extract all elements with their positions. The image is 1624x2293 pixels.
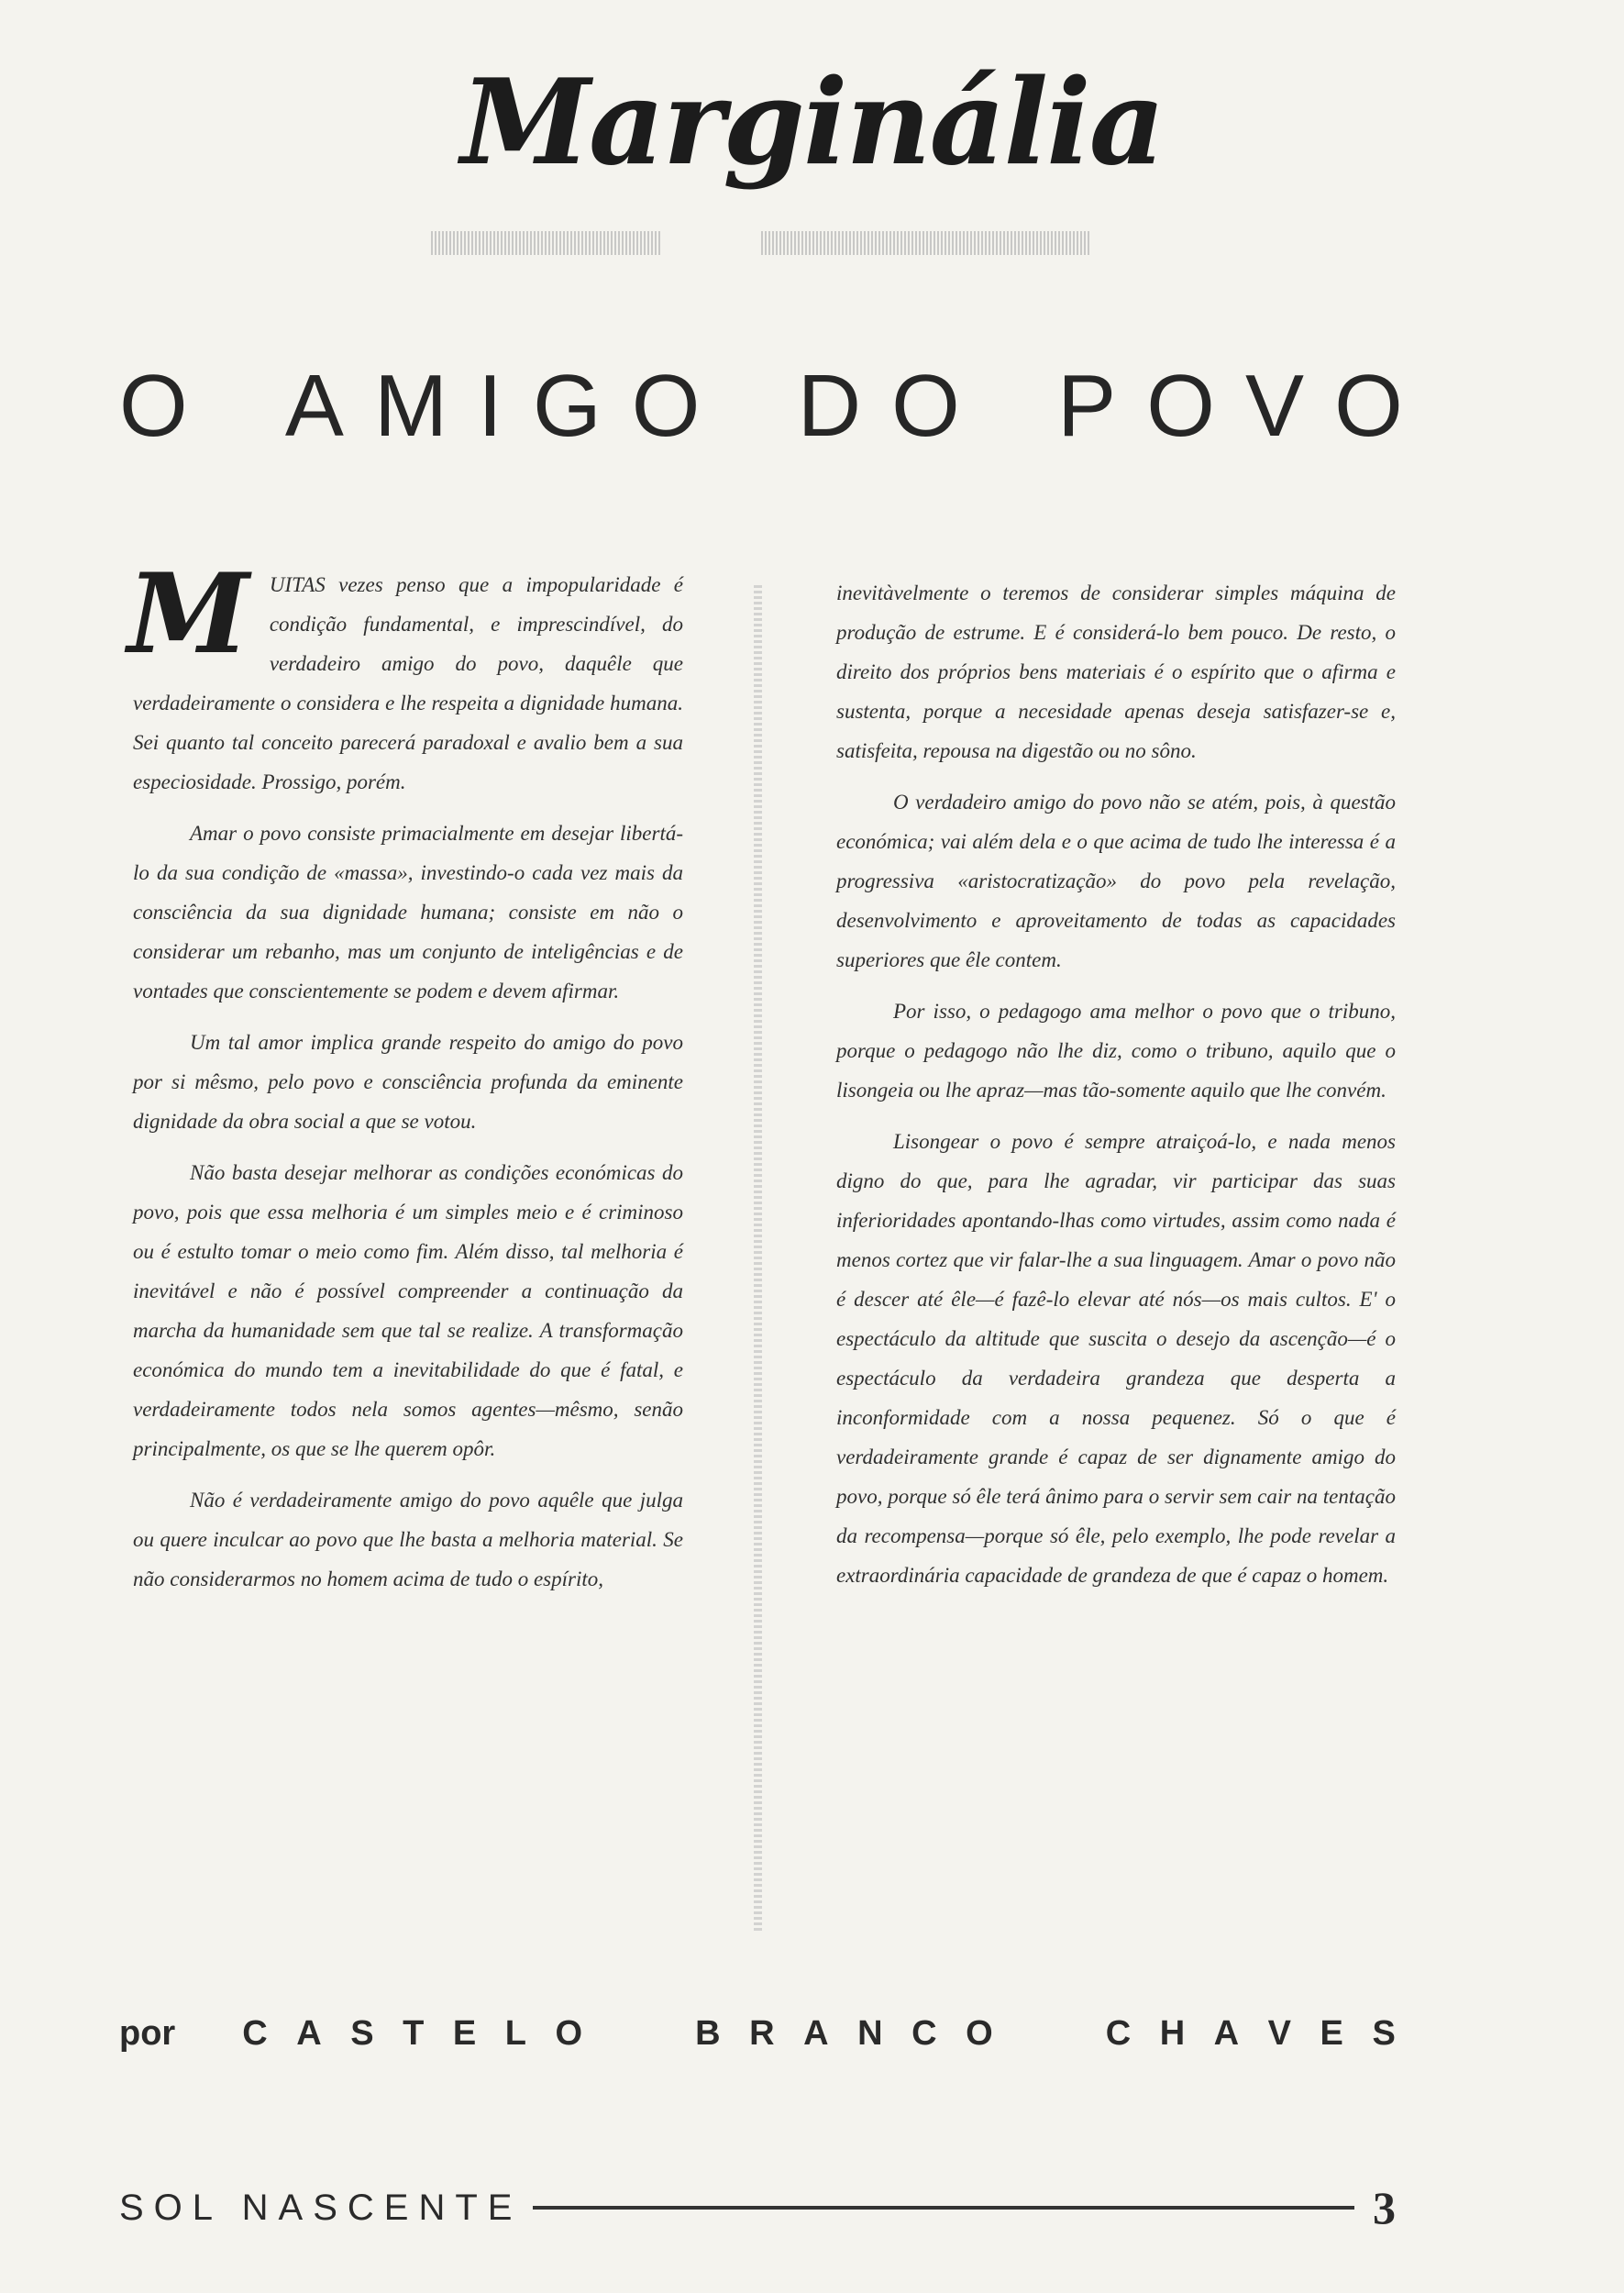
byline-letter: C [242, 2014, 268, 2053]
byline-letter: T [403, 2014, 425, 2053]
byline-letter: C [1105, 2014, 1132, 2053]
article-column-right [836, 573, 1396, 1607]
title-underline-right [761, 231, 1091, 255]
headline-letter: P [1057, 357, 1117, 455]
article-headline [119, 357, 1403, 455]
headline-letter: G [532, 357, 602, 455]
byline-letter: S [350, 2014, 374, 2053]
article-paragraph: Por isso, o pedagogo ama melhor o povo que o tribuno, porque o pedagogo não lhe diz, como o tribuno, aquilo que o lisongeia ou lhe apraz—mas tão-somente aquilo que lhe convém. [836, 1000, 1396, 1102]
article-paragraph: O verdadeiro amigo do povo não se atém, pois, à questão económica; vai além dela e o que acima de tudo lhe interessa é a progressiva «aristocratização» do povo pela revelação, desenvolvimento e aproveitamento de todas as capacidades superiores que êle contem. [836, 791, 1396, 971]
article-paragraph: Um tal amor implica grande respeito do amigo do povo por si mêsmo, pelo povo e consciência profunda da eminente dignidade da obra social a que se votou. [133, 1031, 683, 1133]
page-number: 3 [1373, 2182, 1396, 2233]
byline-letter: O [966, 2014, 993, 2053]
byline-letter: H [1159, 2014, 1186, 2053]
byline-letter: A [296, 2014, 322, 2053]
article-paragraph: Não basta desejar melhorar as condições económicas do povo, pois que essa melhoria é um simples meio e é criminoso ou é estulto tomar o meio como fim. Além disso, tal melhoria é inevitável e não é possível compreender a continuação da marcha da humanidade sem que tal se realize. A transformação económica do mundo tem a inevitabilidade do que é fatal, e verdadeiramente todos nela somos agentes—mêsmo, senão principalmente, os que se lhe querem opôr. [133, 1161, 683, 1460]
headline-letter: A [284, 357, 344, 455]
drop-cap: M [127, 549, 249, 679]
column-divider [754, 585, 762, 1933]
headline-letter: O [119, 357, 188, 455]
page-footer [119, 2181, 1396, 2234]
byline-letter: N [857, 2014, 883, 2053]
article-paragraph: inevitàvelmente o teremos de considerar simples máquina de produção de estrume. E é considerá-lo bem pouco. De resto, o direito dos próprios bens materiais é o espírito que o afirma e sustenta, porque a necesidade apenas deseja satisfazer-se e, satisfeita, repousa na digestão ou no sôno. [836, 582, 1396, 762]
byline-letter: E [1320, 2014, 1343, 2053]
headline-letter: D [797, 357, 862, 455]
headline-letter: O [631, 357, 701, 455]
byline-letter: O [555, 2014, 583, 2053]
byline-letter: C [911, 2014, 937, 2053]
section-title: Marginália [460, 54, 1164, 192]
paragraph-text: UITAS vezes penso que a impopularidade é condição fundamental, e imprescindível, do verdadeiro amigo do povo, daquêle que verdadeiramente o considera e lhe respeita a dignidade humana. Sei quanto tal conceito parecerá paradoxal e avalio bem a sua especiosidade. Prossigo, porém. [133, 573, 683, 793]
article-paragraph [127, 549, 683, 802]
headline-letter: O [1146, 357, 1215, 455]
article-paragraph: Amar o povo consiste primacialmente em desejar libertá-lo da sua condição de «massa», investindo-o cada vez mais da consciência da sua dignidade humana; consiste em não o considerar um rebanho, mas um conjunto de inteligências e de vontades que conscientemente se podem e devem afirmar. [133, 822, 683, 1002]
masthead [0, 54, 1624, 192]
headline-letter: O [891, 357, 960, 455]
article-paragraph: Não é verdadeiramente amigo do povo aquêle que julga ou quere inculcar ao povo que lhe basta a melhoria material. Se não considerarmos no homem acima de tudo o espírito, [133, 1489, 683, 1590]
byline-letter: B [695, 2014, 721, 2053]
article-column-left [127, 549, 683, 1611]
headline-letter: M [374, 357, 448, 455]
headline-letter: V [1245, 357, 1305, 455]
publication-name: SOL NASCENTE [119, 2187, 523, 2228]
headline-letter: I [478, 357, 503, 455]
author-byline [119, 2016, 1396, 2051]
byline-letter: A [803, 2014, 829, 2053]
byline-letter: R [749, 2014, 775, 2053]
byline-letter: L [504, 2014, 526, 2053]
headline-letter: O [1334, 357, 1403, 455]
byline-letter: S [1372, 2014, 1396, 2053]
article-paragraph: Lisongear o povo é sempre atraiçoá-lo, e nada menos digno do que, para lhe agradar, vir participar das suas inferioridades apontando-lhas como virtudes, assim como nada é menos cortez que vir falar-lhe a sua linguagem. Amar o povo não é descer até êle—é fazê-lo elevar até nós—os mais cultos. E' o espectáculo da altitude que suscita o desejo da ascenção—é o espectáculo da verdadeira grandeza que desperta a inconformidade com a nossa pequenez. Só o que é verdadeiramente grande é capaz de ser dignamente amigo do povo, porque só êle terá ânimo para o servir sem cair na tentação da recompensa—porque só êle, pelo exemplo, lhe pode revelar a extraordinária capacidade de grandeza de que é capaz o homem. [836, 1130, 1396, 1587]
title-underline-left [431, 231, 660, 255]
byline-letter: A [1213, 2014, 1240, 2053]
byline-letter: E [452, 2014, 477, 2053]
byline-prefix: por [119, 2014, 176, 2053]
byline-letter: V [1267, 2014, 1292, 2053]
footer-rule [533, 2206, 1354, 2210]
